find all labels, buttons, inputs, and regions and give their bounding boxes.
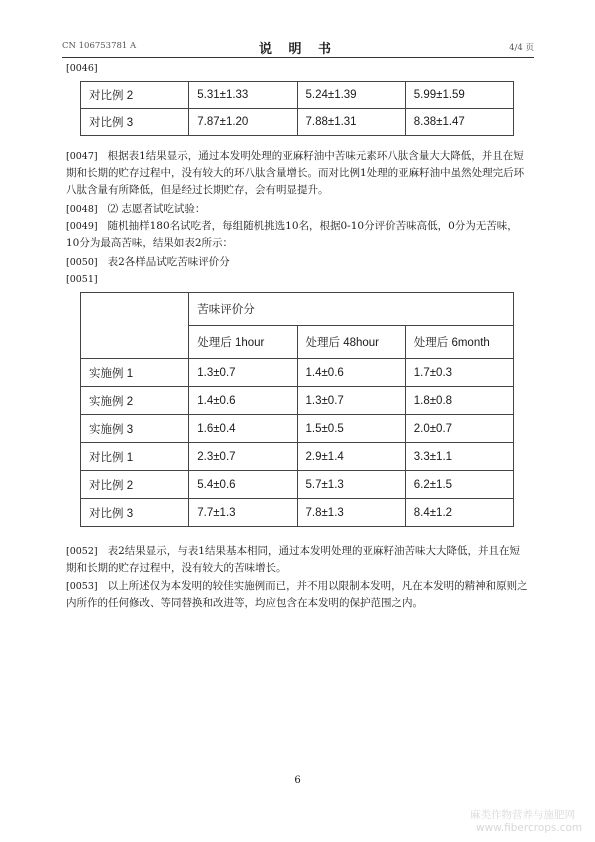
doc-number: CN 106753781 A: [62, 41, 137, 51]
page-header: [62, 38, 534, 56]
group-header-cell: 苦味评价分: [189, 293, 514, 326]
paragraph-number: [0046]: [66, 63, 98, 74]
column-header-cell: 处理后 1hour: [189, 326, 297, 359]
row-label-cell: 实施例 3: [81, 415, 189, 443]
value-cell: 8.4±1.2: [405, 499, 513, 527]
doc-title: 说 明 书: [258, 42, 338, 57]
value-cell: 5.7±1.3: [297, 471, 405, 499]
row-label-cell: 对比例 3: [81, 109, 189, 136]
value-cell: 1.4±0.6: [297, 359, 405, 387]
paragraph-0047: [0047] 根据表1结果显示，通过本发明处理的亚麻籽油中苦味元素环八肽含量大大降低，并且在短期和长期的贮存过程中，没有较大的环八肽含量增长。而对比例1处理的亚麻籽油中虽然处理完后环八肽含量有所降低，但是经过长期贮存，会有明显提升。: [66, 150, 525, 196]
value-cell: 1.7±0.3: [405, 359, 513, 387]
table-header-row: [81, 293, 514, 326]
value-cell: 5.99±1.59: [405, 82, 513, 109]
row-label-cell: 对比例 1: [81, 443, 189, 471]
value-cell: 7.7±1.3: [189, 499, 297, 527]
table-1: [80, 81, 514, 136]
table-row: [81, 499, 514, 527]
column-header-cell: 处理后 6month: [405, 326, 513, 359]
value-cell: 2.9±1.4: [297, 443, 405, 471]
value-cell: 5.24±1.39: [297, 82, 405, 109]
watermark-url: www.fibercrops.com: [476, 822, 583, 834]
value-cell: 1.3±0.7: [189, 359, 297, 387]
value-cell: 7.8±1.3: [297, 499, 405, 527]
value-cell: 1.8±0.8: [405, 387, 513, 415]
row-label-cell: 对比例 2: [81, 82, 189, 109]
value-cell: 5.31±1.33: [189, 82, 297, 109]
value-cell: 7.88±1.31: [297, 109, 405, 136]
table-row: [81, 82, 514, 109]
value-cell: 1.3±0.7: [297, 387, 405, 415]
value-cell: 6.2±1.5: [405, 471, 513, 499]
page-indicator: 4/4 页: [509, 43, 534, 53]
row-label-cell: 对比例 3: [81, 499, 189, 527]
row-label-cell: 实施例 1: [81, 359, 189, 387]
header-divider: [62, 57, 534, 58]
table-row: [81, 443, 514, 471]
table-row: [81, 387, 514, 415]
watermark-title: 麻类作物营养与施肥网: [470, 809, 575, 821]
paragraph-0050: [0050] 表2各样品试吃苦味评价分: [66, 256, 230, 268]
value-cell: 1.4±0.6: [189, 387, 297, 415]
row-label-cell: 对比例 2: [81, 471, 189, 499]
value-cell: 7.87±1.20: [189, 109, 297, 136]
value-cell: 5.4±0.6: [189, 471, 297, 499]
page-number: 6: [294, 775, 301, 786]
table-row: [81, 471, 514, 499]
value-cell: 1.6±0.4: [189, 415, 297, 443]
value-cell: 3.3±1.1: [405, 443, 513, 471]
row-label-cell: 实施例 2: [81, 387, 189, 415]
value-cell: 2.0±0.7: [405, 415, 513, 443]
table-row: [81, 109, 514, 136]
paragraph-0052: [0052] 表2结果显示，与表1结果基本相同，通过本发明处理的亚麻籽油苦味大大降低，并且在短期和长期的贮存过程中，没有较大的苦味增长。: [66, 545, 520, 574]
table-row: [81, 359, 514, 387]
paragraph-0048: [0048] ⑵ 志愿者试吃试验：: [66, 203, 206, 215]
value-cell: 8.38±1.47: [405, 109, 513, 136]
table-2: [80, 292, 514, 527]
paragraph-0049: [0049] 随机抽样180名试吃者，每组随机挑选10名，根据0-10分评价苦味高低，0分为无苦味，10分为最高苦味，结果如表2所示：: [66, 220, 518, 249]
table-row: [81, 415, 514, 443]
paragraph-number: [0051]: [66, 274, 98, 285]
value-cell: 1.5±0.5: [297, 415, 405, 443]
paragraph-0053: [0053] 以上所述仅为本发明的较佳实施例而已，并不用以限制本发明，凡在本发明的精神和原则之内所作的任何修改、等同替换和改进等，均应包含在本发明的保护范围之内。: [66, 580, 528, 609]
corner-cell: [81, 293, 189, 359]
column-header-cell: 处理后 48hour: [297, 326, 405, 359]
value-cell: 2.3±0.7: [189, 443, 297, 471]
